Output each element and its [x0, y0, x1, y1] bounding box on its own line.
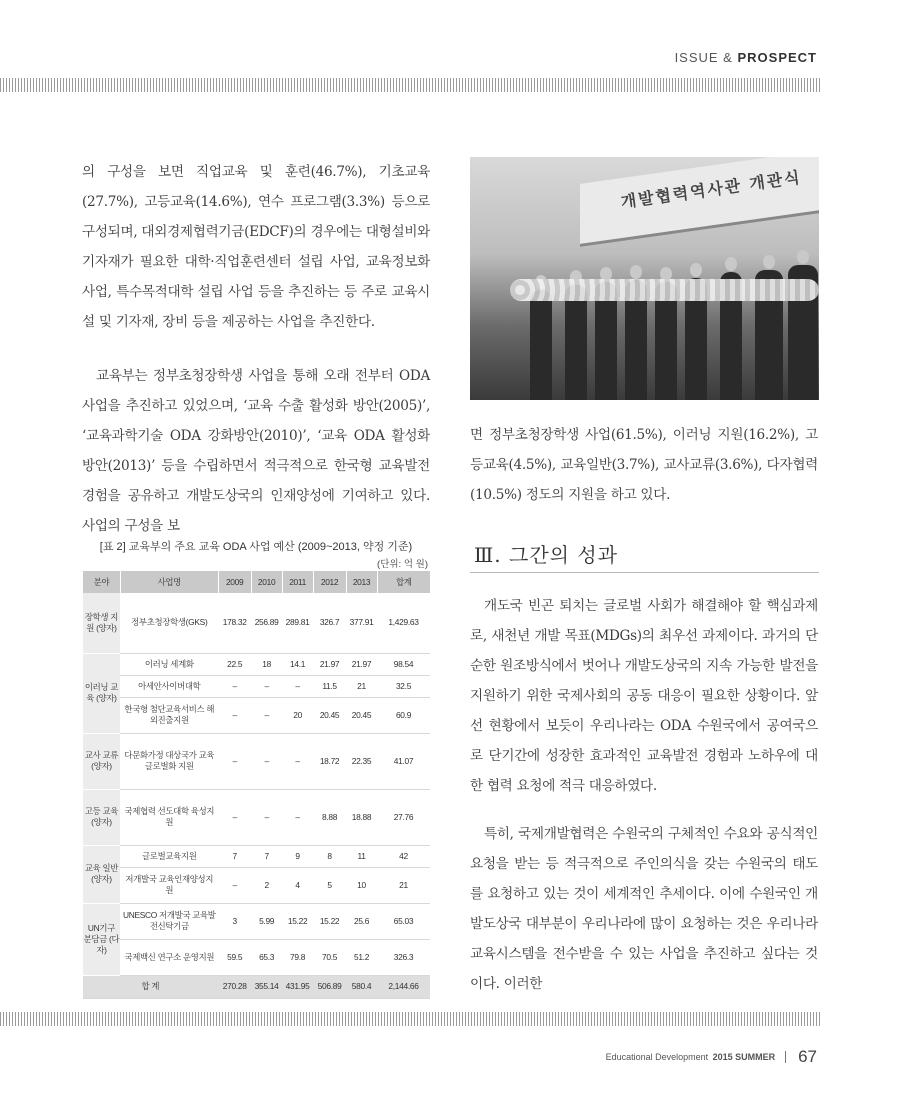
value-cell: 32.5: [377, 675, 430, 697]
value-cell: 60.9: [377, 697, 430, 733]
ceremony-photo: [470, 157, 819, 400]
section-label: [675, 50, 817, 65]
section-heading: Ⅲ. 그간의 성과: [474, 543, 618, 567]
program-name-cell: 한국형 첨단교육서비스 해외진출지원: [120, 697, 218, 733]
value-cell: 98.54: [377, 653, 430, 675]
value-cell: 11.5: [313, 675, 346, 697]
value-cell: 21.97: [313, 653, 346, 675]
program-name-cell: 글로벌교육지원: [120, 845, 218, 867]
left-paragraph-2-text: 교육부는 정부초청장학생 사업을 통해 오래 전부터 ODA 사업을 추진하고 있었으며, ‘교육 수출 활성화 방안(2005)’, ‘교육과학기술 ODA 강화방안(2010)’, ‘교육 ODA 활성화 방안(2013)’ 등을 수립하면서 적극적으로 한국형 교육발전 경험을 공유하고 개발도상국의 인재양성에 기여하고 있다. 사업의 구성을 보: [82, 368, 430, 534]
value-cell: 41.07: [377, 733, 430, 789]
table-row: [83, 593, 431, 653]
total-value-cell: 506.89: [313, 975, 346, 998]
table-title: [표 2] 교육부의 주요 교육 ODA 사업 예산 (2009~2013, 약정 기준): [99, 541, 413, 553]
right-paragraph-1: [470, 420, 818, 510]
right-paragraph-1-text: 면 정부초청장학생 사업(61.5%), 이러닝 지원(16.2%), 고등교육(4.5%), 교육일반(3.7%), 교사교류(3.6%), 다자협력(10.5%) 정도의 지원을 하고 있다.: [470, 427, 818, 503]
value-cell: 70.5: [313, 939, 346, 975]
value-cell: 18.72: [313, 733, 346, 789]
section-label-plain: ISSUE &: [674, 50, 738, 65]
value-cell: 27.76: [377, 789, 430, 845]
value-cell: 59.5: [218, 939, 251, 975]
table-header-cell: 2009: [218, 571, 251, 593]
value-cell: –: [218, 867, 251, 903]
right-paragraph-2: [470, 591, 818, 801]
value-cell: –: [218, 733, 251, 789]
value-cell: –: [251, 733, 282, 789]
value-cell: 5.99: [251, 903, 282, 939]
photo-head: [690, 263, 702, 277]
value-cell: 377.91: [346, 593, 377, 653]
value-cell: 178.32: [218, 593, 251, 653]
value-cell: 18: [251, 653, 282, 675]
section-heading-rule: [470, 572, 819, 573]
value-cell: 9: [282, 845, 313, 867]
table-header-cell: 사업명: [120, 571, 218, 593]
table-row: [83, 653, 431, 675]
value-cell: 65.3: [251, 939, 282, 975]
photo-person: [530, 290, 552, 400]
value-cell: –: [251, 789, 282, 845]
category-cell: 고등 교육 (양자): [83, 789, 121, 845]
value-cell: –: [282, 789, 313, 845]
right-paragraph-2-text: 개도국 빈곤 퇴치는 글로벌 사회가 해결해야 할 핵심과제로, 새천년 개발 목표(MDGs)의 최우선 과제이다. 과거의 단순한 원조방식에서 벗어나 개발도상국의 지속 가능한 발전을 지원하기 위한 국제사회의 공동 대응이 필요한 상황이다. 앞선 현황에서 보듯이 우리나라는 ODA 수원국에서 공여국으로 단기간에 성장한 효과적인 교육발전 경험과 노하우에 대한 협력 요청에 적극 대응하였다.: [470, 598, 818, 794]
total-value-cell: 355.14: [251, 975, 282, 998]
table-row: [83, 939, 431, 975]
value-cell: 256.89: [251, 593, 282, 653]
table-row: [83, 697, 431, 733]
value-cell: 42: [377, 845, 430, 867]
issue-season: 2015 SUMMER: [712, 1052, 776, 1062]
table-row: [83, 903, 431, 939]
value-cell: 20.45: [346, 697, 377, 733]
program-name-cell: 국제협력 선도대학 육성지원: [120, 789, 218, 845]
table-row: [83, 675, 431, 697]
table-total-row: [83, 975, 431, 998]
photo-person: [565, 285, 587, 400]
value-cell: 2: [251, 867, 282, 903]
value-cell: 65.03: [377, 903, 430, 939]
value-cell: 51.2: [346, 939, 377, 975]
value-cell: 21.97: [346, 653, 377, 675]
value-cell: 4: [282, 867, 313, 903]
value-cell: 21: [346, 675, 377, 697]
category-cell: 이러닝 교육 (양자): [83, 653, 121, 733]
table-unit: (단위: 억 원): [377, 559, 428, 570]
budget-table: [82, 571, 430, 999]
value-cell: 3: [218, 903, 251, 939]
bottom-stripe-divider: [0, 1012, 820, 1026]
value-cell: 79.8: [282, 939, 313, 975]
table-header-cell: 2011: [282, 571, 313, 593]
left-paragraph-1-text: 의 구성을 보면 직업교육 및 훈련(46.7%), 기초교육(27.7%), 고등교육(14.6%), 연수 프로그램(3.3%) 등으로 구성되며, 대외경제협력기금(EDCF)의 경우에는 대형설비와 기자재가 필요한 대학·직업훈련센터 설립 사업, 교육정보화 사업, 특수목적대학 설립 사업 등을 추진하는 등 주로 교육시설 및 기자재, 장비 등을 제공하는 사업을 추진한다.: [82, 164, 430, 330]
page-footer: [606, 1047, 817, 1067]
left-paragraph-1: [82, 157, 430, 337]
value-cell: 18.88: [346, 789, 377, 845]
total-value-cell: 2,144.66: [377, 975, 430, 998]
value-cell: 7: [218, 845, 251, 867]
program-name-cell: 정부초청장학생(GKS): [120, 593, 218, 653]
program-name-cell: UNESCO 저개발국 교육발전신탁기금: [120, 903, 218, 939]
table-row: [83, 845, 431, 867]
value-cell: 289.81: [282, 593, 313, 653]
value-cell: 8.88: [313, 789, 346, 845]
program-name-cell: 국제백신 연구소 운영지원: [120, 939, 218, 975]
table-row: [83, 789, 431, 845]
left-paragraph-2: [82, 361, 430, 541]
value-cell: 7: [251, 845, 282, 867]
total-value-cell: 431.95: [282, 975, 313, 998]
value-cell: 5: [313, 867, 346, 903]
value-cell: 25.6: [346, 903, 377, 939]
table-header-cell: 분야: [83, 571, 121, 593]
top-stripe-divider: [0, 78, 820, 92]
value-cell: 10: [346, 867, 377, 903]
program-name-cell: 다문화가정 대상국가 교육글로벌화 지원: [120, 733, 218, 789]
photo-ribbon: [510, 279, 819, 301]
category-cell: 교육 일반 (양자): [83, 845, 121, 903]
value-cell: 15.22: [313, 903, 346, 939]
value-cell: 326.3: [377, 939, 430, 975]
value-cell: 14.1: [282, 653, 313, 675]
table-header-row: [83, 571, 431, 593]
table-header-cell: 2012: [313, 571, 346, 593]
photo-head: [725, 257, 737, 271]
total-value-cell: 270.28: [218, 975, 251, 998]
value-cell: 22.35: [346, 733, 377, 789]
footer-divider: [785, 1051, 786, 1063]
right-paragraph-3-text: 특히, 국제개발협력은 수원국의 구체적인 수요와 공식적인 요청을 받는 등 적극적으로 주인의식을 갖는 수원국의 태도를 요청하고 있는 것이 세계적인 추세이다. 이에 수원국인 개발도상국 대부분이 우리나라에 많이 요청하는 것은 우리나라 교육시스템을 전수받을 수 있는 사업을 추진하고 싶다는 것이다. 이러한: [470, 826, 818, 992]
photo-head: [763, 255, 775, 269]
value-cell: –: [218, 697, 251, 733]
section-label-bold: PROSPECT: [737, 50, 817, 65]
program-name-cell: 아세안사이버대학: [120, 675, 218, 697]
table-row: [83, 733, 431, 789]
photo-head: [797, 250, 809, 264]
value-cell: –: [218, 789, 251, 845]
value-cell: 22.5: [218, 653, 251, 675]
value-cell: 326.7: [313, 593, 346, 653]
table-header-cell: 2013: [346, 571, 377, 593]
value-cell: –: [282, 675, 313, 697]
value-cell: 20.45: [313, 697, 346, 733]
table-header-cell: 합계: [377, 571, 430, 593]
value-cell: 11: [346, 845, 377, 867]
value-cell: –: [251, 697, 282, 733]
table-row: [83, 867, 431, 903]
value-cell: 1,429.63: [377, 593, 430, 653]
page-number: 67: [798, 1047, 817, 1066]
program-name-cell: 저개발국 교육인재양성지원: [120, 867, 218, 903]
category-cell: 장학생 지원 (양자): [83, 593, 121, 653]
photo-banner-text: 개발협력역사관 개관식: [619, 167, 803, 212]
table-header-cell: 2010: [251, 571, 282, 593]
total-label-cell: 합 계: [83, 975, 219, 998]
value-cell: 15.22: [282, 903, 313, 939]
category-cell: 교사 교류 (양자): [83, 733, 121, 789]
value-cell: –: [251, 675, 282, 697]
value-cell: 20: [282, 697, 313, 733]
right-paragraph-3: [470, 819, 818, 999]
journal-name: Educational Development: [605, 1052, 709, 1062]
total-value-cell: 580.4: [346, 975, 377, 998]
value-cell: 21: [377, 867, 430, 903]
value-cell: 8: [313, 845, 346, 867]
program-name-cell: 이러닝 세계화: [120, 653, 218, 675]
category-cell: UN기구 분담금 (다자): [83, 903, 121, 975]
photo-head: [630, 265, 642, 279]
value-cell: –: [282, 733, 313, 789]
value-cell: –: [218, 675, 251, 697]
